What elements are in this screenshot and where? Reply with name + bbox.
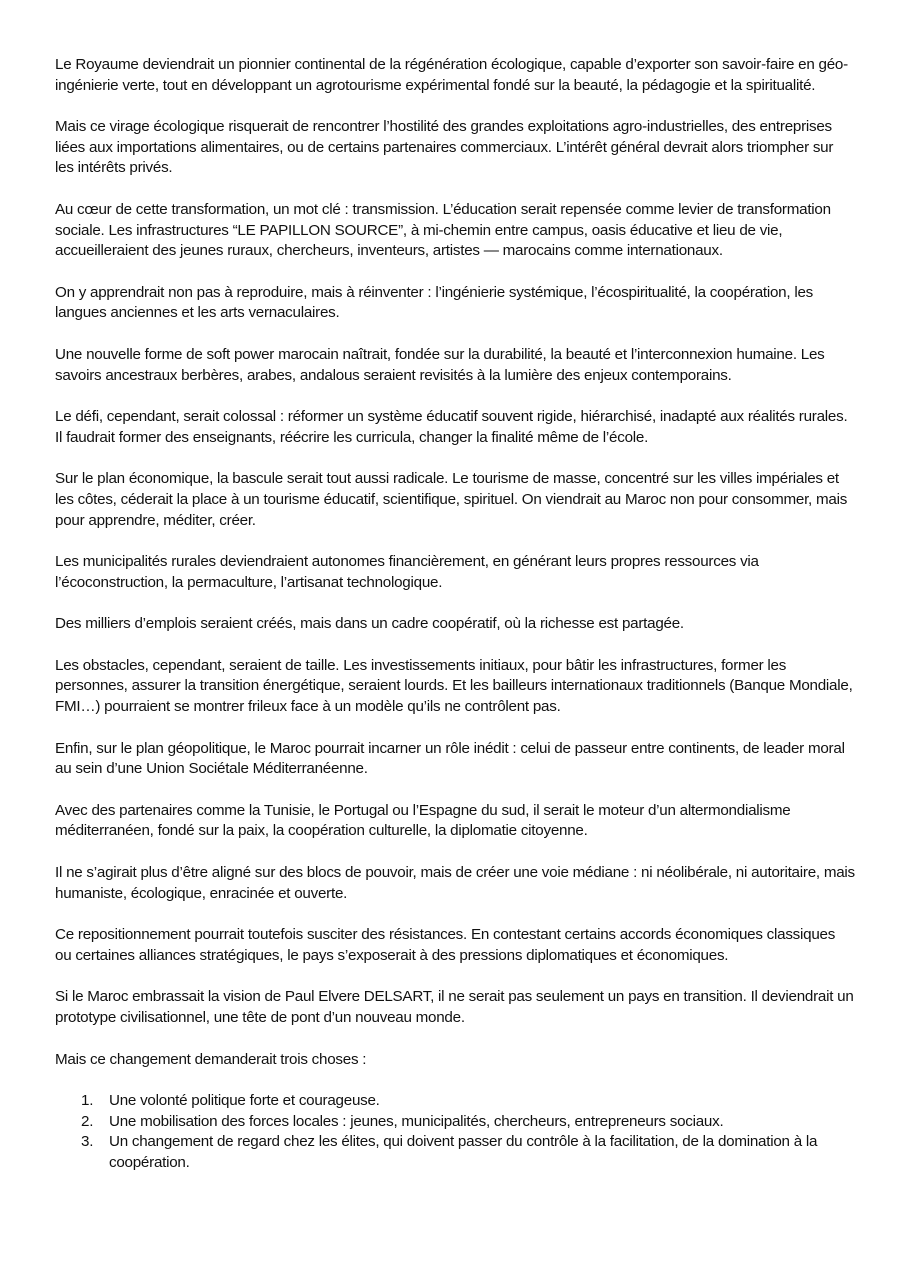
paragraph: On y apprendrait non pas à reproduire, mais à réinventer : l’ingénierie systémique, l’écospiritualité, la coopération, les langues anciennes et les arts vernaculaires. (55, 283, 813, 322)
list-item-text: Une volonté politique forte et courageuse. (109, 1092, 380, 1110)
paragraph: Si le Maroc embrassait la vision de Paul Elvere DELSART, il ne serait pas seulement un pays en transition. Il deviendrait un prototype civilisationnel, une tête de pont d’un nouveau monde. (55, 988, 854, 1026)
numbered-list (55, 1091, 855, 1173)
paragraph: Les municipalités rurales deviendraient autonomes financièrement, en générant leurs propres ressources via l’écoconstruction, la permaculture, l’artisanat technologique. (55, 553, 759, 591)
list-item (55, 1112, 855, 1133)
list-item (55, 1132, 855, 1173)
paragraph: Mais ce virage écologique risquerait de rencontrer l’hostilité des grandes exploitations agro-industrielles, des entreprises liées aux importations alimentaires, ou de certains partenaires commerciaux. L’intérêt général devrait alors triompher sur les intérêts privés. (55, 118, 834, 177)
paragraph: Le défi, cependant, serait colossal : réformer un système éducatif souvent rigide, hiérarchisé, inadapté aux réalités rurales. Il faudrait former des enseignants, réécrire les curricula, changer la finalité même de l’école. (55, 408, 848, 446)
paragraph: Une nouvelle forme de soft power marocain naîtrait, fondée sur la durabilité, la beauté et l’interconnexion humaine. Les savoirs ancestraux berbères, arabes, andalous seraient revisités à la lumière des enjeux contemporains. (55, 345, 825, 384)
list-item-text: Une mobilisation des forces locales : jeunes, municipalités, chercheurs, entrepreneurs sociaux. (109, 1112, 724, 1130)
list-item-text: Un changement de regard chez les élites, qui doivent passer du contrôle à la facilitation, de la domination à la coopération. (109, 1133, 818, 1171)
paragraph: Ce repositionnement pourrait toutefois susciter des résistances. En contestant certains accords économiques classiques ou certaines alliances stratégiques, le pays s’exposerait à des pressions diplomatiques et économiques. (55, 926, 836, 964)
document-page (55, 55, 855, 1174)
paragraph: Sur le plan économique, la bascule serait tout aussi radicale. Le tourisme de masse, concentré sur les villes impériales et les côtes, céderait la place à un tourisme éducatif, scientifique, spirituel. On viendrait au Maroc non pour consommer, mais pour apprendre, méditer, créer. (55, 470, 848, 529)
paragraph: Les obstacles, cependant, seraient de taille. Les investissements initiaux, pour bâtir les infrastructures, former les personnes, assurer la transition énergétique, seraient lourds. Et les bailleurs internationaux traditionnels (Banque Mondiale, FMI…) pourraient se montrer frileux face à un modèle qu’ils ne contrôlent pas. (55, 656, 853, 716)
list-number: 3. (81, 1133, 94, 1151)
paragraph: Au cœur de cette transformation, un mot clé : transmission. L’éducation serait repensée comme levier de transformation sociale. Les infrastructures “LE PAPILLON SOURCE”, à mi-chemin entre campus, oasis éducative et lieu de vie, accueilleraient des jeunes ruraux, chercheurs, inventeurs, artistes — marocains comme internationaux. (55, 200, 831, 260)
paragraph-intro-list: Mais ce changement demanderait trois choses : (55, 1050, 367, 1068)
list-number: 2. (81, 1112, 94, 1130)
paragraph: Le Royaume deviendrait un pionnier continental de la régénération écologique, capable d’exporter son savoir-faire en géo-ingénierie verte, tout en développant un agrotourisme expérimental fondé sur la beauté, la pédagogie et la spiritualité. (55, 56, 848, 94)
paragraph: Enfin, sur le plan géopolitique, le Maroc pourrait incarner un rôle inédit : celui de passeur entre continents, de leader moral au sein d’une Union Sociétale Méditerranéenne. (55, 739, 845, 778)
paragraph: Des milliers d’emplois seraient créés, mais dans un cadre coopératif, où la richesse est partagée. (55, 615, 684, 633)
list-item (55, 1091, 855, 1112)
paragraph: Avec des partenaires comme la Tunisie, le Portugal ou l’Espagne du sud, il serait le moteur d’un altermondialisme méditerranéen, fondé sur la paix, la coopération culturelle, la diplomatie citoyenne. (55, 801, 791, 840)
paragraph: Il ne s’agirait plus d’être aligné sur des blocs de pouvoir, mais de créer une voie médiane : ni néolibérale, ni autoritaire, mais humaniste, écologique, enracinée et ouverte. (55, 864, 855, 902)
list-number: 1. (81, 1092, 94, 1110)
